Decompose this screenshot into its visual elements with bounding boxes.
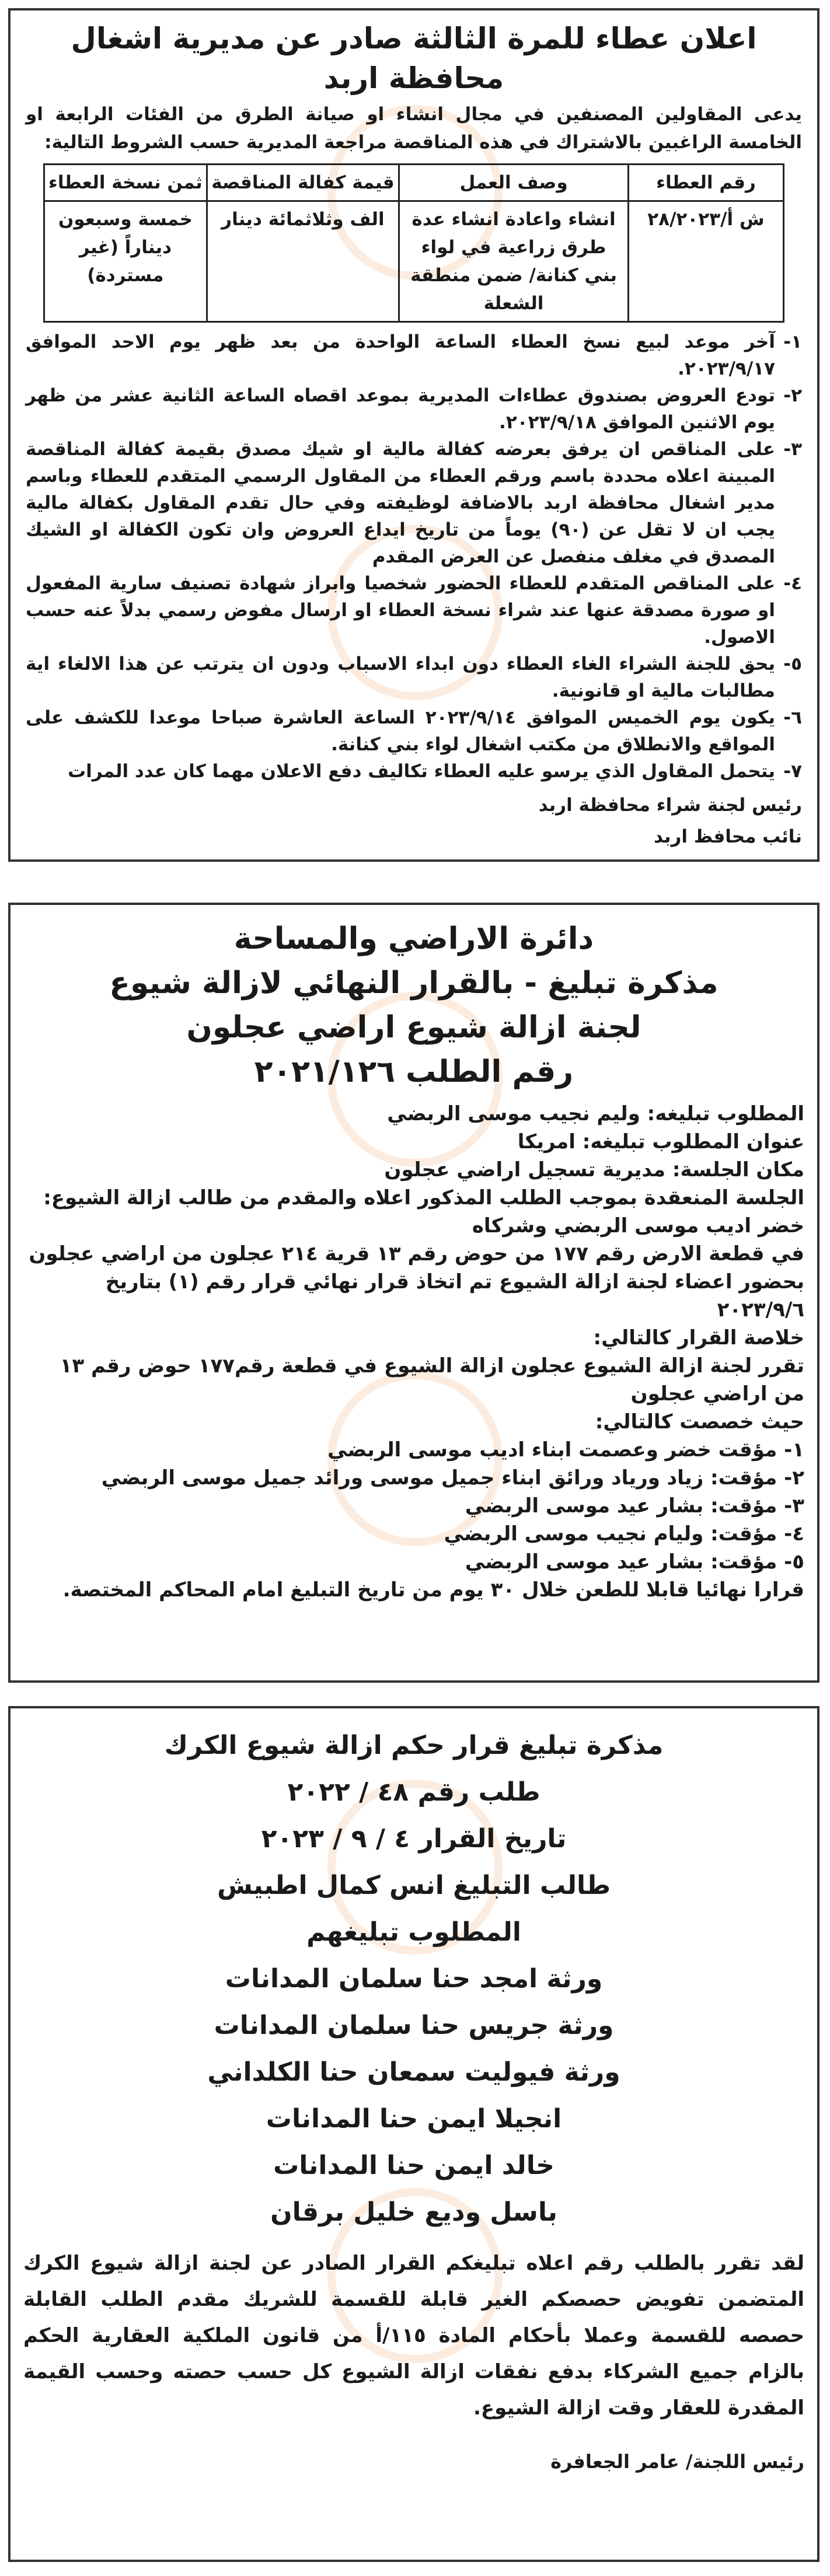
notice-title: مذكرة تبليغ قرار حكم ازالة شيوع الكرك <box>164 1731 664 1760</box>
ajloun-notice <box>8 903 819 1683</box>
tender-title: اعلان عطاء للمرة الثالثة صادر عن مديرية اشغال محافظة اربد <box>71 22 757 95</box>
condition-item <box>26 570 802 651</box>
item-number: ٤- <box>783 573 802 594</box>
item-number: ١- <box>783 331 802 352</box>
item-text: على المناقص المتقدم للعطاء الحضور شخصيا وابراز شهادة تصنيف سارية المفعول او صورة مصدقة عنها عند شراء نسخة العطاء او ارسال مفوض رسمي بدلاً عنه حسب الاصول. <box>26 573 775 648</box>
signature: رئيس اللجنة/ عامر الجعافرة <box>550 2451 804 2473</box>
notice-title: ورثة جريس حنا سلمان المدانات <box>214 2011 614 2040</box>
notice-line: حيث خصصت كالتالي: <box>595 1410 804 1434</box>
notice-title: لجنة ازالة شيوع اراضي عجلون <box>186 1010 641 1045</box>
condition-item <box>26 382 802 436</box>
karak-notice <box>8 1706 819 2562</box>
table-header: رقم العطاء <box>628 165 783 201</box>
notice-line: ٢- مؤقت: زياد ورياد ورائق ابناء جميل موسى ورائد جميل موسى الربضي <box>101 1466 804 1490</box>
notice-line: عنوان المطلوب تبليغه: امريكا <box>517 1130 804 1154</box>
table-header: وصف العمل <box>399 165 629 201</box>
table-cell: الف وثلاثمائة دينار <box>207 201 399 322</box>
table-cell: خمسة وسبعون ديناراً (غير مستردة) <box>44 201 207 322</box>
item-text: يتحمل المقاول الذي يرسو عليه العطاء تكاليف دفع الاعلان مهما كان عدد المرات <box>67 761 775 782</box>
condition-item <box>26 328 802 382</box>
notice-line: ١- مؤقت خضر وعصمت ابناء اديب موسى الربضي <box>327 1438 804 1462</box>
item-number: ٢- <box>783 385 802 406</box>
notice-line: المطلوب تبليغه: وليم نجيب موسى الربضي <box>387 1102 804 1126</box>
table-header: قيمة كفالة المناقصة <box>207 165 399 201</box>
signature <box>26 792 802 850</box>
table-header: ثمن نسخة العطاء <box>44 165 207 201</box>
signature-line: رئيس لجنة شراء محافظة اربد <box>538 795 802 816</box>
item-text: يحق للجنة الشراء الغاء العطاء دون ابداء الاسباب ودون ان يترتب عن هذا الالغاء اية مطالبات مالية او قانونية. <box>26 653 775 701</box>
notice-line: خضر اديب موسى الربضي وشركاه <box>472 1214 804 1238</box>
item-number: ٥- <box>783 653 802 674</box>
notice-line: ٥- مؤقت: بشار عيد موسى الربضي <box>465 1550 804 1574</box>
notice-line: قرارا نهائيا قابلا للطعن خلال ٣٠ يوم من تاريخ التبليغ امام المحاكم المختصة. <box>62 1578 804 1602</box>
notice-line: خلاصة القرار كالتالي: <box>593 1326 804 1350</box>
notice-title: مذكرة تبليغ - بالقرار النهائي لازالة شيوع <box>109 966 719 1001</box>
notice-line: ٤- مؤقت: وليام نجيب موسى الربضي <box>444 1522 804 1546</box>
item-text: يكون يوم الخميس الموافق ٢٠٢٣/٩/١٤ الساعة العاشرة صباحا موعدا للكشف على المواقع والانطلاق من مكتب اشغال لواء بني كنانة. <box>26 707 775 755</box>
table-row <box>44 201 784 322</box>
notice-title: انجيلا ايمن حنا المدانات <box>266 2104 562 2134</box>
notice-line: بحضور اعضاء لجنة ازالة الشيوع تم اتخاذ قرار نهائي قرار رقم (١) بتاريخ ٢٠٢٣/٩/٦ <box>105 1270 804 1322</box>
tender-table <box>43 163 784 323</box>
notice-title: تاريخ القرار ٤ / ٩ / ٢٠٢٣ <box>261 1824 567 1854</box>
item-text: آخر موعد لبيع نسخ العطاء الساعة الواحدة من بعد ظهر يوم الاحد الموافق ٢٠٢٣/٩/١٧. <box>26 331 775 379</box>
notice-title: دائرة الاراضي والمساحة <box>233 921 594 956</box>
notice-title: رقم الطلب ٢٠٢١/١٢٦ <box>254 1054 574 1089</box>
item-number: ٣- <box>783 439 802 460</box>
condition-item <box>26 758 802 785</box>
tender-intro: يدعى المقاولين المصنفين في مجال انشاء او صيانة الطرق من الفئات الرابعة او الخامسة الراغبين بالاشتراك في هذه المناقصة مراجعة المديرية حسب الشروط التالية: <box>26 104 802 153</box>
tender-announcement <box>8 8 819 862</box>
notice-line: تقرر لجنة ازالة الشيوع عجلون ازالة الشيوع في قطعة رقم١٧٧ حوض رقم ١٣ من اراضي عجلون <box>60 1354 804 1406</box>
notice-title: طالب التبليغ انس كمال اطبيش <box>217 1871 611 1900</box>
item-number: ٦- <box>783 707 802 728</box>
notice-line: ٣- مؤقت: بشار عيد موسى الربضي <box>465 1494 804 1518</box>
notice-paragraph: لقد تقرر بالطلب رقم اعلاه تبليغكم القرار الصادر عن لجنة ازالة شيوع الكرك المتضمن تفويض حصصكم الغير قابلة للقسمة للشريك مقدم الطلب القابلة حصصه للقسمة وعملا بأحكام المادة ١١٥/أ من قانون الملكية العقارية الحكم بالزام جميع الشركاء بدفع نفقات ازالة الشيوع كل حسب حصته وحسب القيمة المقدرة للعقار وقت ازالة الشيوع. <box>23 2252 804 2420</box>
item-text: تودع العروض بصندوق عطاءات المديرية بموعد اقصاه الساعة الثانية عشر من ظهر يوم الاثنين الموافق ٢٠٢٣/٩/١٨. <box>26 385 775 433</box>
table-cell: انشاء واعادة انشاء عدة طرق زراعية في لواء بني كنانة/ ضمن منطقة الشعلة <box>399 201 629 322</box>
notice-title: المطلوب تبليغهم <box>306 1917 521 1947</box>
notice-title: ورثة امجد حنا سلمان المدانات <box>225 1964 603 1994</box>
condition-item <box>26 651 802 704</box>
condition-item <box>26 436 802 570</box>
signature-line: نائب محافظ اربد <box>653 826 802 847</box>
table-header-row <box>44 165 784 201</box>
notice-line: مكان الجلسة: مديرية تسجيل اراضي عجلون <box>384 1158 804 1182</box>
notice-title: طلب رقم ٤٨ / ٢٠٢٢ <box>287 1777 540 1807</box>
item-text: على المناقص ان يرفق بعرضه كفالة مالية او شيك مصدق بقيمة كفالة المناقصة المبينة اعلاه محددة باسم ورقم العطاء من المقاول الرسمي المتقدم للعطاء وباسم مدير اشغال محافظة اربد بالاضافة لوظيفته وفي حال تقدم المقاول بكفالة مالية يجب ان لا تقل عن (٩٠) يوماً من تاريخ ايداع العروض وان تكون الكفالة او الشيك المصدق في مغلف منفصل عن العرض المقدم <box>26 439 775 567</box>
notice-line: في قطعة الارض رقم ١٧٧ من حوض رقم ١٣ قرية ٢١٤ عجلون من اراضي عجلون <box>29 1242 804 1266</box>
condition-item <box>26 704 802 758</box>
table-cell: ش أ/٢٨/٢٠٢٣ <box>628 201 783 322</box>
notice-line: الجلسة المنعقدة بموجب الطلب المذكور اعلاه والمقدم من طالب ازالة الشيوع: <box>43 1186 804 1210</box>
notice-title: ورثة فيوليت سمعان حنا الكلداني <box>207 2057 620 2087</box>
notice-title: باسل وديع خليل برقان <box>270 2197 557 2227</box>
item-number: ٧- <box>783 761 802 782</box>
notice-title: خالد ايمن حنا المدانات <box>273 2151 555 2180</box>
